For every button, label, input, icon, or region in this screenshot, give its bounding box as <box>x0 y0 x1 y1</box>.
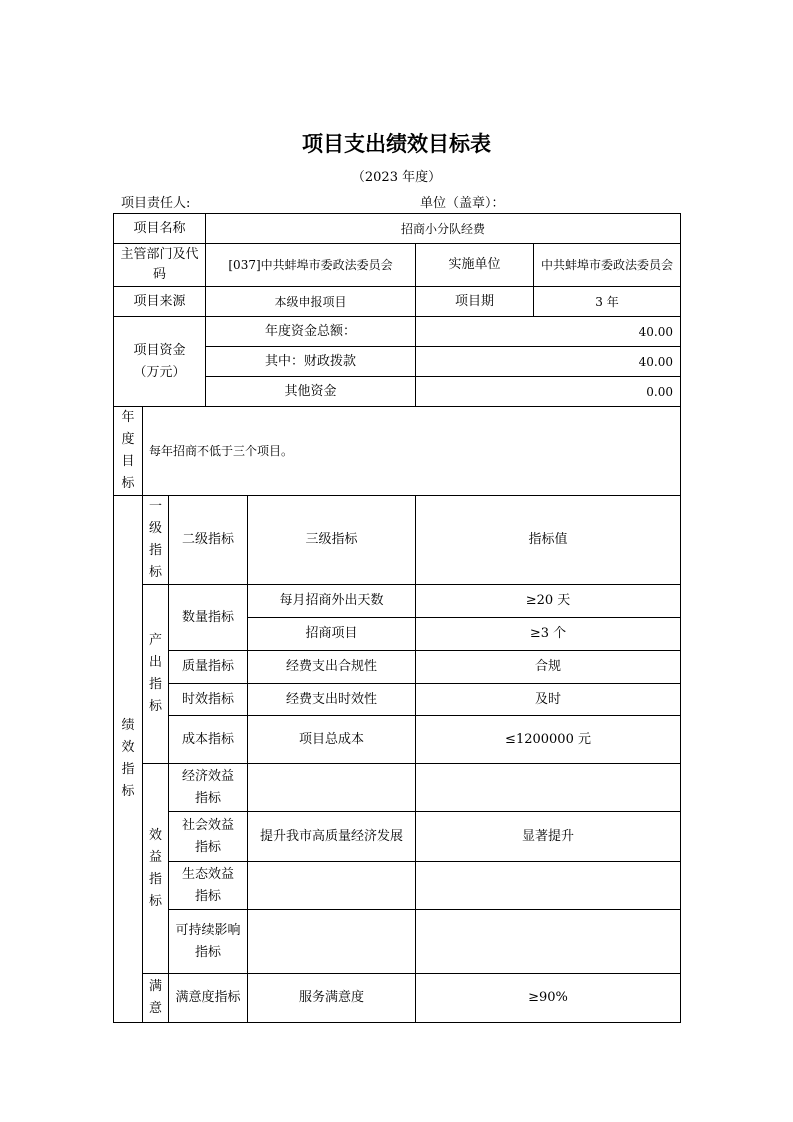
economic-benefit-item <box>248 764 416 812</box>
quantity-item-1: 每月招商外出天数 <box>248 585 416 618</box>
col-level2-header: 二级指标 <box>169 496 248 585</box>
satisfaction-indicator-label: 满意 <box>143 974 169 1023</box>
perf-section-label: 绩效指标 <box>114 496 143 1023</box>
social-benefit-label: 社会效益指标 <box>169 812 248 862</box>
fiscal-funds-value: 40.00 <box>416 347 681 377</box>
timeliness-value: 及时 <box>416 684 681 716</box>
fiscal-funds-label: 其中：财政拨款 <box>206 347 416 377</box>
col-value-header: 指标值 <box>416 496 681 585</box>
quantity-item-2: 招商项目 <box>248 618 416 651</box>
impl-unit-label: 实施单位 <box>416 244 534 287</box>
quantity-value-1: ≥20 天 <box>416 585 681 618</box>
annual-goal-value: 每年招商不低于三个项目。 <box>143 407 681 496</box>
unit-label: 单位（盖章）： <box>420 196 505 211</box>
performance-table <box>113 213 681 1023</box>
page-title: 项目支出绩效目标表 <box>302 132 491 156</box>
sustainability-item <box>248 910 416 974</box>
output-indicator-label: 产出指标 <box>143 585 169 764</box>
quality-indicator-label: 质量指标 <box>169 651 248 684</box>
quantity-indicator-label: 数量指标 <box>169 585 248 651</box>
satisfaction-level2-label: 满意度指标 <box>169 974 248 1023</box>
quantity-value-2: ≥3 个 <box>416 618 681 651</box>
project-name-label: 项目名称 <box>114 214 206 244</box>
economic-benefit-value <box>416 764 681 812</box>
cost-indicator-label: 成本指标 <box>169 716 248 764</box>
economic-benefit-label: 经济效益指标 <box>169 764 248 812</box>
quality-value: 合规 <box>416 651 681 684</box>
responsible-label: 项目责任人: <box>121 196 191 211</box>
total-funds-value: 40.00 <box>416 317 681 347</box>
timeliness-indicator-label: 时效指标 <box>169 684 248 716</box>
funds-label: 项目资金（万元） <box>114 317 206 407</box>
period-value: 3 年 <box>534 287 681 317</box>
impl-unit-value: 中共蚌埠市委政法委员会 <box>534 244 681 287</box>
ecological-benefit-value <box>416 862 681 910</box>
col-level1-header: 一级指标 <box>143 496 169 585</box>
dept-value: [037]中共蚌埠市委政法委员会 <box>206 244 416 287</box>
col-level3-header: 三级指标 <box>248 496 416 585</box>
total-funds-label: 年度资金总额： <box>206 317 416 347</box>
timeliness-item: 经费支出时效性 <box>248 684 416 716</box>
social-benefit-item: 提升我市高质量经济发展 <box>248 812 416 862</box>
sustainability-value <box>416 910 681 974</box>
sustainability-label: 可持续影响指标 <box>169 910 248 974</box>
ecological-benefit-label: 生态效益指标 <box>169 862 248 910</box>
satisfaction-value: ≥90% <box>416 974 681 1023</box>
annual-goal-label: 年度目标 <box>114 407 143 496</box>
year-label: （2023 年度） <box>351 170 442 185</box>
dept-label: 主管部门及代码 <box>114 244 206 287</box>
period-label: 项目期 <box>416 287 534 317</box>
ecological-benefit-item <box>248 862 416 910</box>
source-value: 本级申报项目 <box>206 287 416 317</box>
project-name-value: 招商小分队经费 <box>206 214 681 244</box>
cost-item: 项目总成本 <box>248 716 416 764</box>
quality-item: 经费支出合规性 <box>248 651 416 684</box>
cost-value: ≤1200000 元 <box>416 716 681 764</box>
satisfaction-item: 服务满意度 <box>248 974 416 1023</box>
other-funds-value: 0.00 <box>416 377 681 407</box>
social-benefit-value: 显著提升 <box>416 812 681 862</box>
benefit-indicator-label: 效益指标 <box>143 764 169 974</box>
other-funds-label: 其他资金 <box>206 377 416 407</box>
source-label: 项目来源 <box>114 287 206 317</box>
